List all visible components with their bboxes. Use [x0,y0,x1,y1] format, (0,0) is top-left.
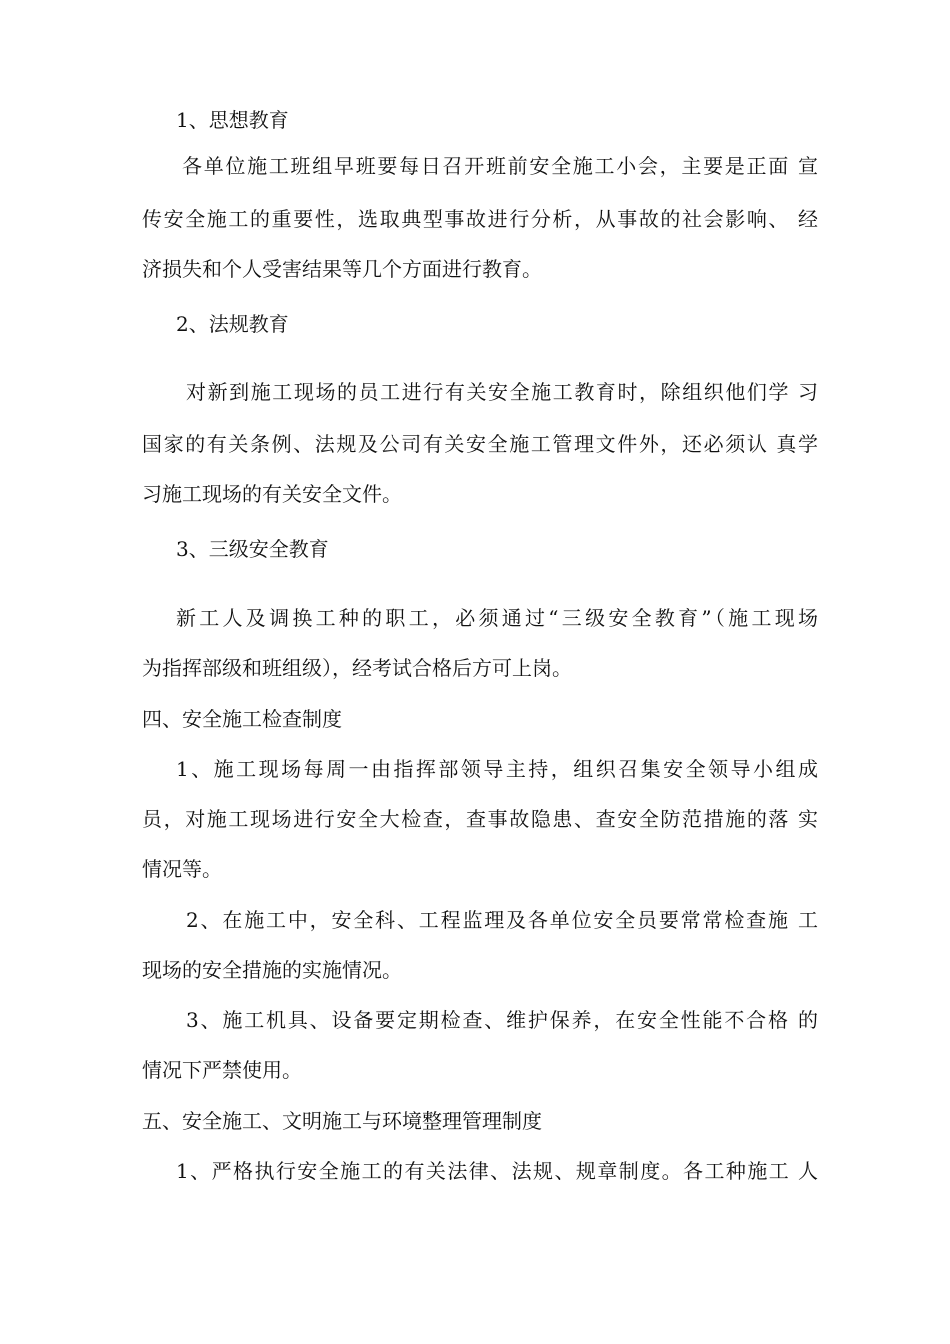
paragraph-line: 新工人及调换工种的职工，必须通过“三级安全教育”（施工现场 [176,606,818,630]
heading-three-level-education: 3、三级安全教育 [176,537,329,561]
paragraph-line: 为指挥部级和班组级），经考试合格后方可上岗。 [142,656,572,680]
heading-thought-education: 1、思想教育 [176,108,289,132]
section-heading-inspection: 四、安全施工检查制度 [142,707,342,731]
paragraph-line: 现场的安全措施的实施情况。 [142,958,402,982]
paragraph-line: 3、施工机具、设备要定期检查、维护保养，在安全性能不合格 的 [186,1008,818,1032]
paragraph-line: 情况等。 [142,857,222,881]
paragraph-line: 传安全施工的重要性，选取典型事故进行分析，从事故的社会影响、 经 [142,207,818,231]
paragraph-line: 国家的有关条例、法规及公司有关安全施工管理文件外，还必须认 真学 [142,432,818,456]
paragraph-line: 济损失和个人受害结果等几个方面进行教育。 [142,257,542,281]
paragraph-line: 情况下严禁使用。 [142,1058,302,1082]
paragraph-line: 员，对施工现场进行安全大检查，查事故隐患、查安全防范措施的落 实 [142,807,818,831]
paragraph-line: 1、严格执行安全施工的有关法律、法规、规章制度。各工种施工 人 [176,1159,818,1183]
section-heading-civilized-construction: 五、安全施工、文明施工与环境整理管理制度 [142,1109,542,1133]
paragraph-line: 对新到施工现场的员工进行有关安全施工教育时，除组织他们学 习 [186,380,818,404]
paragraph-line: 1、施工现场每周一由指挥部领导主持，组织召集安全领导小组成 [176,757,818,781]
paragraph-line: 习施工现场的有关安全文件。 [142,482,402,506]
paragraph-line: 各单位施工班组早班要每日召开班前安全施工小会，主要是正面 宣 [182,154,818,178]
heading-law-education: 2、法规教育 [176,312,289,336]
paragraph-line: 2、在施工中，安全科、工程监理及各单位安全员要常常检查施 工 [186,908,818,932]
